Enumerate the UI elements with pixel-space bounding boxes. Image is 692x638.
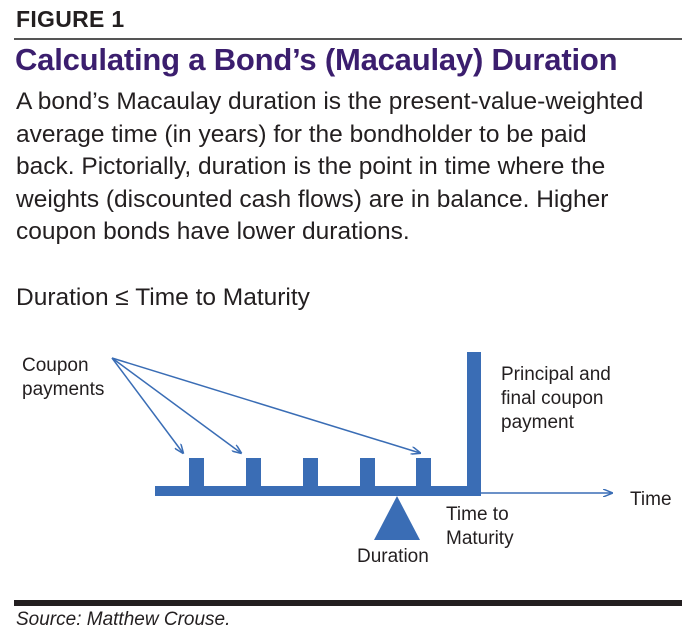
maturity-label-line-2: Maturity — [446, 528, 514, 549]
duration-label: Duration — [357, 546, 429, 567]
time-axis-label: Time — [630, 489, 672, 510]
top-divider — [14, 38, 682, 40]
coupon-label-line-2: payments — [22, 379, 105, 400]
coupon-pointer-arrow-2 — [112, 358, 241, 453]
source-note: Source: Matthew Crouse. — [16, 609, 231, 630]
duration-fulcrum — [374, 496, 420, 540]
figure-title: Calculating a Bond’s (Macaulay) Duration — [15, 42, 618, 77]
principal-label-line-1: Principal and — [501, 364, 611, 385]
principal-label-line-2: final coupon — [501, 388, 604, 409]
principal-label-line-3: payment — [501, 412, 574, 433]
figure-description: A bond’s Macaulay duration is the present-value-weighted average time (in years) for the bondholder to be paid back. Pictorially, duration is the point in time where the weights (discounted cash flows) are in balance. Higher coupon bonds have lower durations. — [16, 88, 644, 245]
principal-bar — [467, 352, 481, 494]
maturity-label-line-1: Time to — [446, 504, 509, 525]
figure-label: FIGURE 1 — [16, 6, 125, 32]
coupon-pointer-arrow-3 — [112, 358, 420, 453]
coupon-pointer-arrow-1 — [112, 358, 183, 453]
bottom-divider — [14, 600, 682, 606]
coupon-label-line-1: Coupon — [22, 355, 89, 376]
timeline-beam — [155, 486, 481, 496]
figure-subtitle: Duration ≤ Time to Maturity — [16, 284, 310, 311]
duration-diagram — [0, 340, 692, 580]
